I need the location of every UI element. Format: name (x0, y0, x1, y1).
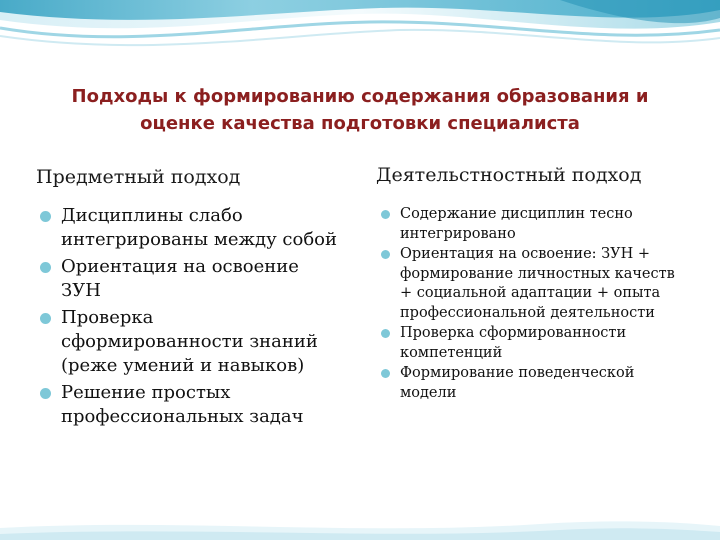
list-item: Дисциплины слабо интегрированы между собой (40, 204, 340, 252)
circle-bullet-icon (381, 329, 390, 338)
circle-bullet-icon (40, 388, 51, 399)
list-item: Решение простых профессиональных задач (40, 381, 340, 429)
circle-bullet-icon (40, 211, 51, 222)
circle-bullet-icon (381, 369, 390, 378)
subject-approach-list (40, 204, 340, 432)
list-item: Содержание дисциплин тесно интегрировано (381, 205, 691, 244)
heading-subject-approach: Предметный подход (36, 166, 241, 188)
list-item: Проверка сформированности знаний (реже умений и навыков) (40, 306, 340, 378)
list-item: Ориентация на освоение ЗУН (40, 255, 340, 303)
activity-approach-list (381, 205, 691, 404)
circle-bullet-icon (40, 313, 51, 324)
circle-bullet-icon (381, 210, 390, 219)
list-item: Ориентация на освоение: ЗУН + формирование личностных качеств + социальной адаптации + опыта профессиональной деятельности (381, 245, 691, 323)
heading-activity-approach: Деятельстностный подход (376, 164, 642, 186)
header-wave-decoration (0, 0, 720, 80)
list-item: Проверка сформированности компетенций (381, 324, 691, 363)
list-item: Формирование поведенческой модели (381, 364, 691, 403)
footer-wave-decoration (0, 510, 720, 540)
circle-bullet-icon (381, 250, 390, 259)
circle-bullet-icon (40, 262, 51, 273)
slide-title: Подходы к формированию содержания образования и оценке качества подготовки специалиста (71, 86, 649, 134)
